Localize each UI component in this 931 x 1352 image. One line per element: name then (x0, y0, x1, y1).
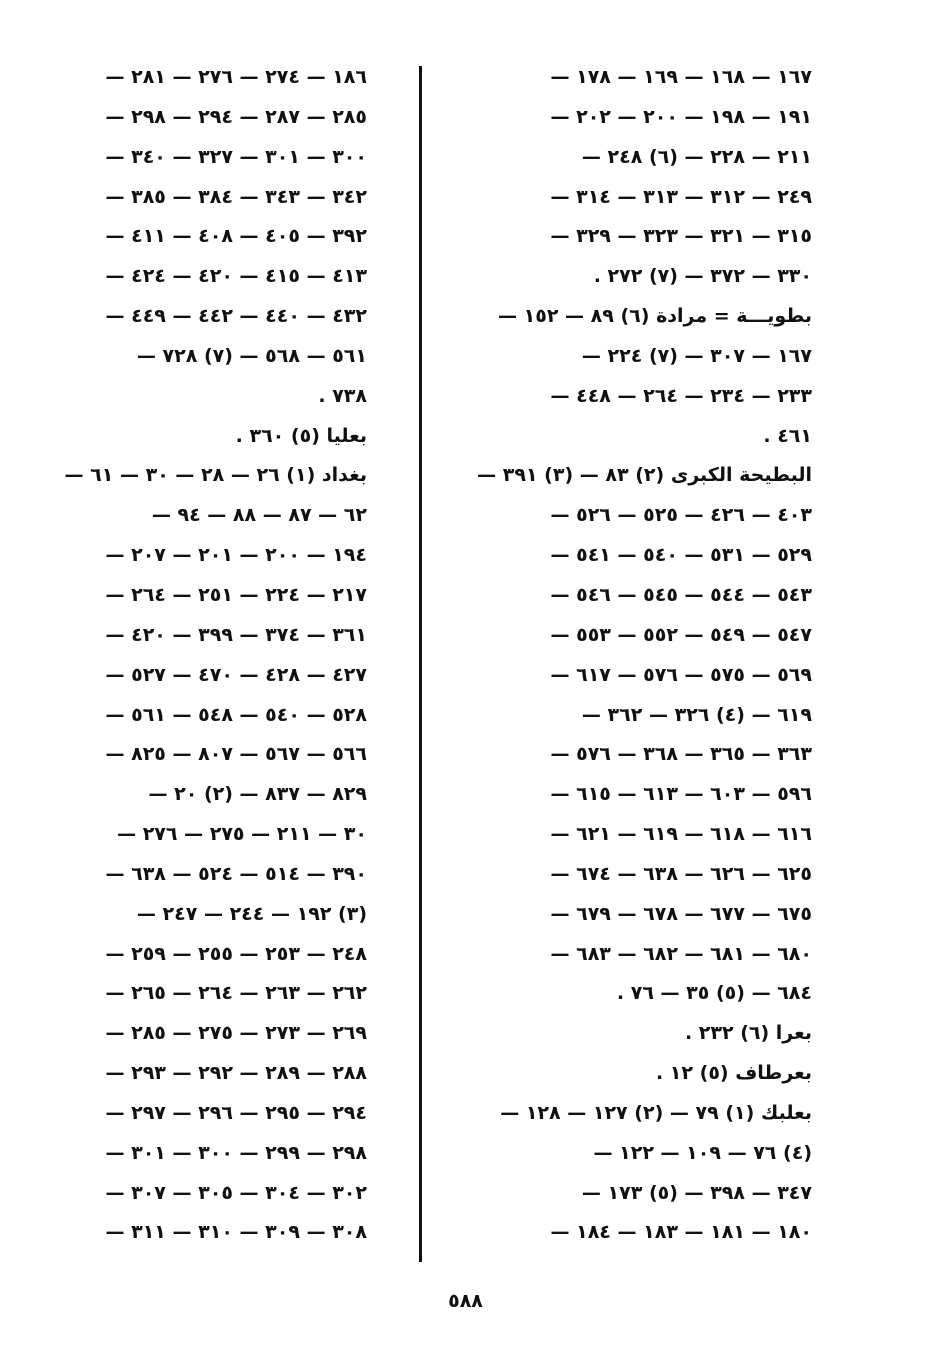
index-line: (٣) ١٩٢ — ٢٤٤ — ٢٤٧ — (136, 902, 367, 925)
index-line: ٤٢٧ — ٤٢٨ — ٤٧٠ — ٥٢٧ — (105, 663, 367, 686)
index-line: بطويـــة = مرادة (٦) ٨٩ — ١٥٢ — (498, 305, 812, 328)
index-line: ٣٩٠ — ٥١٤ — ٥٢٤ — ٦٣٨ — (105, 862, 367, 885)
index-line: ٦٧٥ — ٦٧٧ — ٦٧٨ — ٦٧٩ — (550, 902, 812, 925)
index-line: ٣٦٣ — ٣٦٥ — ٣٦٨ — ٥٧٦ — (550, 743, 812, 766)
index-line: ٢٦٩ — ٢٧٣ — ٢٧٥ — ٢٨٥ — (105, 1022, 367, 1045)
index-line: ٤٠٣ — ٤٢٦ — ٥٢٥ — ٥٢٦ — (550, 504, 812, 527)
index-line: ١٩٤ — ٢٠٠ — ٢٠١ — ٢٠٧ — (105, 544, 367, 567)
index-line: ٥٤٧ — ٥٤٩ — ٥٥٢ — ٥٥٣ — (550, 623, 812, 646)
index-line: ٢٩٤ — ٢٩٥ — ٢٩٦ — ٢٩٧ — (105, 1101, 367, 1124)
index-line: بعلبك (١) ٧٩ — (٢) ١٢٧ — ١٢٨ — (500, 1101, 812, 1124)
index-line: ٢٣٣ — ٢٣٤ — ٢٦٤ — ٤٤٨ — (550, 384, 812, 407)
index-line: بعرا (٦) ٢٣٢ . (684, 1022, 812, 1045)
index-line: ٣٤٢ — ٣٤٣ — ٣٨٤ — ٣٨٥ — (105, 185, 367, 208)
index-line: ٣٣٠ — ٣٧٢ — (٧) ٢٧٢ . (593, 265, 812, 288)
index-line: ٢٨٥ — ٢٨٧ — ٢٩٤ — ٢٩٨ — (105, 105, 367, 128)
index-line: ٢١٧ — ٢٢٤ — ٢٥١ — ٢٦٤ — (105, 583, 367, 606)
index-line: ٨٢٩ — ٨٣٧ — (٢) ٢٠ — (148, 783, 367, 806)
index-line: ٥٢٩ — ٥٣١ — ٥٤٠ — ٥٤١ — (550, 544, 812, 567)
index-line: ٥٩٦ — ٦٠٣ — ٦١٣ — ٦١٥ — (550, 783, 812, 806)
index-line: ٢١١ — ٢٢٨ — (٦) ٢٤٨ — (581, 145, 812, 168)
index-line: ٦١٦ — ٦١٨ — ٦١٩ — ٦٢١ — (550, 823, 812, 846)
index-line: بعرطاف (٥) ١٢ . (655, 1062, 812, 1085)
index-line: ٦٨٠ — ٦٨١ — ٦٨٢ — ٦٨٣ — (550, 942, 812, 965)
index-line: ٢٤٨ — ٢٥٣ — ٢٥٥ — ٢٥٩ — (105, 942, 367, 965)
index-line: ٣٤٧ — ٣٩٨ — (٥) ١٧٣ — (581, 1181, 812, 1204)
index-line: ٢٨٨ — ٢٨٩ — ٢٩٢ — ٢٩٣ — (105, 1062, 367, 1085)
index-line: ٢٤٩ — ٣١٢ — ٣١٣ — ٣١٤ — (550, 185, 812, 208)
index-line: ٦٢٥ — ٦٢٦ — ٦٣٨ — ٦٧٤ — (550, 862, 812, 885)
index-line: ٣٠ — ٢١١ — ٢٧٥ — ٢٧٦ — (117, 823, 367, 846)
index-line: ١٨٦ — ٢٧٤ — ٢٧٦ — ٢٨١ — (105, 66, 367, 88)
index-line: ٧٣٨ . (318, 384, 367, 407)
index-line: ٣٠٠ — ٣٠١ — ٣٢٧ — ٣٤٠ — (105, 145, 367, 168)
index-line: ٦١٩ — (٤) ٣٢٦ — ٣٦٢ — (581, 703, 812, 726)
index-line: ٥٦١ — ٥٦٨ — (٧) ٧٢٨ — (136, 344, 367, 367)
index-line: ٢٩٨ — ٢٩٩ — ٣٠٠ — ٣٠١ — (105, 1141, 367, 1164)
index-line: ١٦٧ — ١٦٨ — ١٦٩ — ١٧٨ — (550, 66, 812, 88)
index-line: ٤٣٢ — ٤٤٠ — ٤٤٢ — ٤٤٩ — (105, 305, 367, 328)
index-line: ٦٨٤ — (٥) ٣٥ — ٧٦ . (616, 982, 812, 1005)
index-line: ٣٩٢ — ٤٠٥ — ٤٠٨ — ٤١١ — (105, 225, 367, 248)
index-line: ١٨٠ — ١٨١ — ١٨٣ — ١٨٤ — (550, 1221, 812, 1244)
index-line: ٦٢ — ٨٧ — ٨٨ — ٩٤ — (151, 504, 367, 527)
page-number: ٥٨٨ (448, 1290, 483, 1312)
right-column (452, 58, 812, 1253)
index-line: (٤) ٧٦ — ١٠٩ — ١٢٢ — (593, 1141, 812, 1164)
index-line: ٥٦٩ — ٥٧٥ — ٥٧٦ — ٦١٧ — (550, 663, 812, 686)
index-line: ٤١٣ — ٤١٥ — ٤٢٠ — ٤٢٤ — (105, 265, 367, 288)
index-line: ٥٦٦ — ٥٦٧ — ٨٠٧ — ٨٢٥ — (105, 743, 367, 766)
index-line: ٥٢٨ — ٥٤٠ — ٥٤٨ — ٥٦١ — (105, 703, 367, 726)
index-line: ٣٦١ — ٣٧٤ — ٣٩٩ — ٤٢٠ — (105, 623, 367, 646)
index-line: ٣٠٢ — ٣٠٤ — ٣٠٥ — ٣٠٧ — (105, 1181, 367, 1204)
index-line: بغداد (١) ٢٦ — ٢٨ — ٣٠ — ٦١ — (64, 464, 367, 487)
index-line: ٥٤٣ — ٥٤٤ — ٥٤٥ — ٥٤٦ — (550, 583, 812, 606)
left-column (55, 58, 367, 1253)
index-line: ١٩١ — ١٩٨ — ٢٠٠ — ٢٠٢ — (550, 105, 812, 128)
index-line: ١٦٧ — ٣٠٧ — (٧) ٢٢٤ — (581, 344, 812, 367)
index-line: ٣٠٨ — ٣٠٩ — ٣١٠ — ٣١١ — (105, 1221, 367, 1244)
column-divider (419, 66, 422, 1262)
index-line: بعليا (٥) ٣٦٠ . (235, 424, 367, 447)
index-line: ٣١٥ — ٣٢١ — ٣٢٣ — ٣٢٩ — (550, 225, 812, 248)
index-line: ٤٦١ . (763, 424, 812, 447)
index-line: البطيحة الكبرى (٢) ٨٣ — (٣) ٣٩١ — (477, 464, 812, 487)
index-line: ٢٦٢ — ٢٦٣ — ٢٦٤ — ٢٦٥ — (105, 982, 367, 1005)
